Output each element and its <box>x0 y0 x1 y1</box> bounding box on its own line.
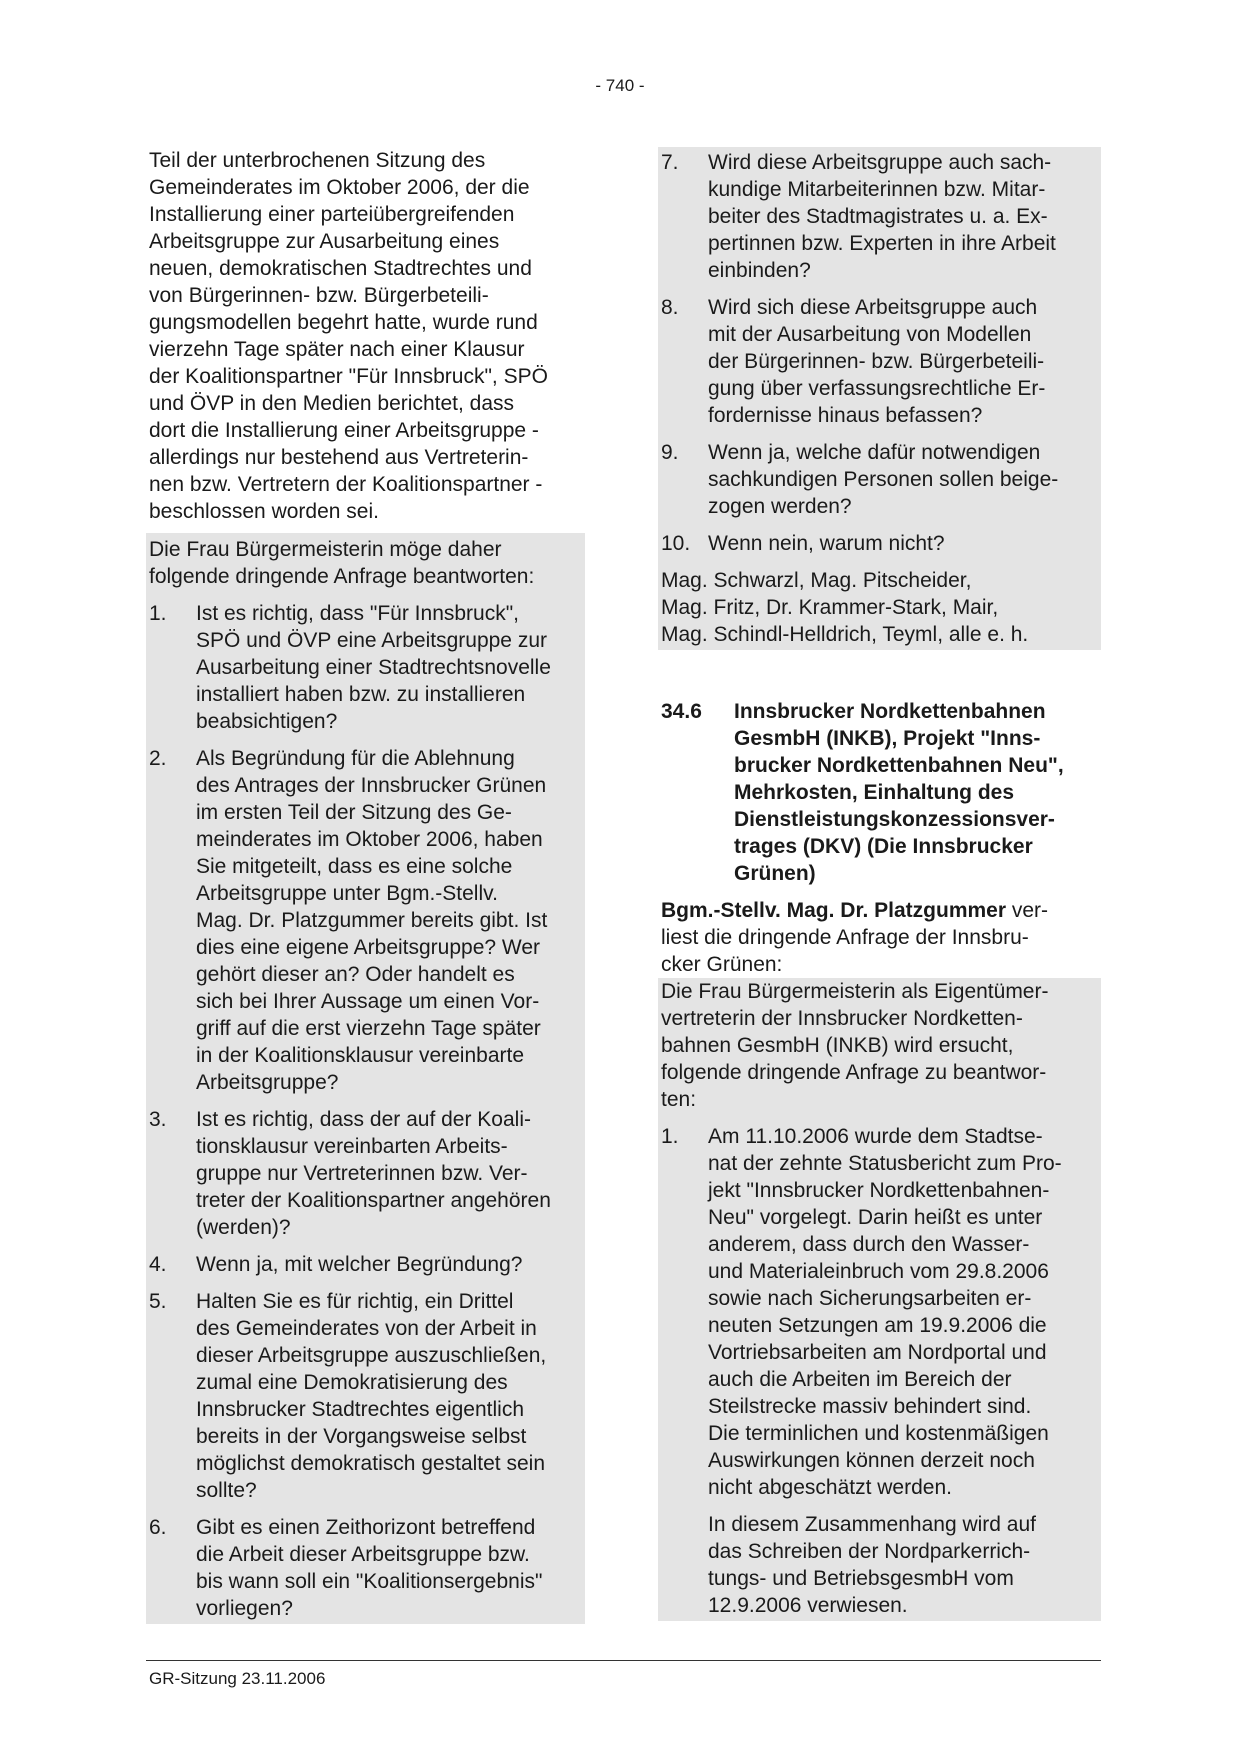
right-quoted-request-2 <box>658 978 1101 1621</box>
question-list-right <box>658 149 1101 567</box>
list-item: 9. Wenn ja, welche dafür notwendigen sachkundigen Personen sollen beige- zogen werden? <box>661 441 1059 518</box>
list-item: 5. Halten Sie es für richtig, ein Drittel des Gemeinderates von der Arbeit in dieser Arbeitsgruppe auszuschließen, zumal eine Demokratisierung des Innsbrucker Stadtrechtes eigentlich bereits in der Vorgangsweise selbst möglichst demokratisch gestaltet sein sollte? <box>149 1290 547 1502</box>
signatories: Mag. Schwarzl, Mag. Pitscheider, Mag. Fritz, Dr. Krammer-Stark, Mair, Mag. Schindl-Helldrich, Teyml, alle e. h. <box>661 569 1029 646</box>
list-item: 1. Ist es richtig, dass "Für Innsbruck", SPÖ und ÖVP eine Arbeitsgruppe zur Ausarbeitung einer Stadtrechtsnovelle installiert haben bzw. zu installieren beabsichtigen? <box>149 602 551 733</box>
list-item: 7. Wird diese Arbeitsgruppe auch sach- kundige Mitarbeiterinnen bzw. Mitar- beiter des Stadtmagistrates u. a. Ex- pertinnen bzw. Experten in ihre Arbeit einbinden? <box>661 151 1056 282</box>
list-item: 3. Ist es richtig, dass der auf der Koali- tionsklausur vereinbarten Arbeits- gruppe nur Vertreterinnen bzw. Ver- treter der Koalitionspartner angehören (werden)? <box>149 1108 551 1239</box>
section-title: Innsbrucker Nordkettenbahnen GesmbH (INKB), Projekt "Inns- brucker Nordkettenbahnen Neu", Mehrkosten, Einhaltung des Dienstleistungskonzessionsver- trages (DKV) (Die Innsbrucker Grünen) <box>734 700 1064 885</box>
speaker-paragraph: Bgm.-Stellv. Mag. Dr. Platzgummer ver- liest die dringende Anfrage der Innsbru- cker Grünen: <box>661 899 1049 976</box>
page-number: - 740 - <box>595 76 645 95</box>
question-list-left <box>146 600 585 1622</box>
left-quoted-request <box>146 533 585 1624</box>
left-column <box>146 147 585 1624</box>
list-item: 4. Wenn ja, mit welcher Begründung? <box>149 1253 523 1276</box>
question-list-inkb <box>658 1123 1101 1619</box>
list-item: 8. Wird sich diese Arbeitsgruppe auch mit der Ausarbeitung von Modellen der Bürgerinnen- bzw. Bürgerbeteili- gung über verfassungsrechtliche Er- fordernisse hinaus befassen? <box>661 296 1046 427</box>
request-paragraph: Die Frau Bürgermeisterin möge daher folgende dringende Anfrage beantworten: <box>149 538 535 588</box>
list-item: 2. Als Begründung für die Ablehnung des Antrages der Innsbrucker Grünen im ersten Teil der Sitzung des Ge- meinderates im Oktober 2006, haben Sie mitgeteilt, dass es eine solche Arbeitsgruppe unter Bgm.-Stellv. Mag. Dr. Platzgummer bereits gibt. Ist dies eine eigene Arbeitsgruppe? Wer gehört dieser an? Oder handelt es sich bei Ihrer Aussage um einen Vor- griff auf die erst vierzehn Tage später in der Koalitionsklausur vereinbarte Arbeitsgruppe? <box>149 747 548 1094</box>
right-column <box>658 147 1101 1621</box>
request-paragraph: Die Frau Bürgermeisterin als Eigentümer- vertreterin der Innsbrucker Nordketten- bahnen GesmbH (INKB) wird ersucht, folgende dringende Anfrage zu beantwor- ten: <box>661 980 1049 1111</box>
footer-divider <box>146 1660 1101 1661</box>
right-quoted-request <box>658 147 1101 650</box>
section-heading <box>658 698 1101 887</box>
footer-text: GR-Sitzung 23.11.2006 <box>149 1669 326 1688</box>
list-item: 10. Wenn nein, warum nicht? <box>661 532 945 555</box>
list-item: 1. Am 11.10.2006 wurde dem Stadtse- nat der zehnte Statusbericht zum Pro- jekt "Innsbrucker Nordkettenbahnen- Neu" vorgelegt. Darin heißt es unter anderem, dass durch den Wasser- und Materialeinbruch vom 29.8.2006 sowie nach Sicherungsarbeiten er- neuten Setzungen am 19.9.2006 die Vortriebsarbeiten am Nordportal und auch die Arbeiten im Bereich der Steilstrecke massiv behindert sind. Die terminlichen und kostenmäßigen Auswirkungen können derzeit noch nicht abgeschätzt werden. In diesem Zusammenhang wird auf das Schreiben der Nordparkerrich- tungs- und BetriebsgesmbH vom 12.9.2006 verwiesen. <box>661 1125 1062 1617</box>
speaker-name: Bgm.-Stellv. Mag. Dr. Platzgummer <box>661 899 1007 922</box>
list-item: 6. Gibt es einen Zeithorizont betreffend die Arbeit dieser Arbeitsgruppe bzw. bis wann soll ein "Koalitionsergebnis" vorliegen? <box>149 1516 543 1620</box>
section-number: 34.6 <box>661 700 702 723</box>
intro-paragraph: Teil der unterbrochenen Sitzung des Gemeinderates im Oktober 2006, der die Installierung einer parteiübergreifenden Arbeitsgruppe zur Ausarbeitung eines neuen, demokratischen Stadtrechtes und von Bürgerinnen- bzw. Bürgerbeteili- gungsmodellen begehrt hatte, wurde rund vierzehn Tage später nach einer Klausur der Koalitionspartner "Für Innsbruck", SPÖ und ÖVP in den Medien berichtet, dass dort die Installierung einer Arbeitsgruppe - allerdings nur bestehend aus Vertreterin- nen bzw. Vertretern der Koalitionspartner - beschlossen worden sei. <box>149 149 548 523</box>
